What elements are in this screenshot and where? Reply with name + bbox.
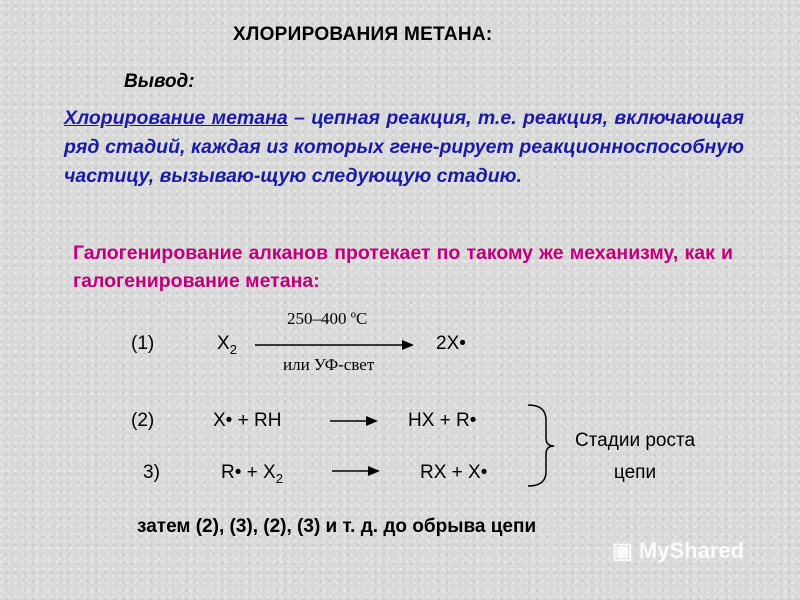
conclusion-text: – цепная реакция, т.е. реакция, включающая ряд стадий, каждая из которых гене-рирует реакционноспособную частицу, вызываю-щую следующую стадию. — [64, 107, 744, 187]
slide-title: ХЛОРИРОВАНИЯ МЕТАНА: — [233, 24, 493, 45]
conclusion-term: Хлорирование метана — [64, 107, 288, 129]
eq1-condition-top: 250–400 ºС — [287, 309, 368, 328]
eq1-reactant-sub: 2 — [229, 342, 237, 357]
eq2-number: (2) — [131, 410, 155, 431]
eq1-reactant-base: X — [217, 333, 230, 354]
presentation-icon: ▣ — [612, 538, 633, 563]
eq1-product: 2X• — [436, 333, 466, 354]
eq3-number: 3) — [143, 462, 160, 483]
eq3-right: RX + X• — [420, 462, 488, 483]
growth-brace — [528, 405, 554, 486]
growth-stages-label: Стадии роста цепи — [574, 430, 696, 483]
conclusion-label: Вывод: — [124, 71, 195, 92]
eq3-left-text: R• + X — [221, 462, 276, 483]
eq1-number: (1) — [131, 333, 155, 354]
eq2-right: HX + R• — [408, 410, 477, 431]
eq1-condition-bottom: или УФ-свет — [283, 355, 375, 374]
eq2-arrow — [330, 416, 378, 426]
halogenation-paragraph: Галогенирование алканов протекает по такому же механизму, как и галогенирование метана: — [73, 242, 733, 292]
eq3-arrow — [332, 466, 380, 476]
eq2-left: X• + RH — [213, 410, 282, 431]
watermark-text: MyShared — [638, 538, 745, 563]
eq3-left-sub: 2 — [275, 471, 283, 486]
eq1-arrow — [255, 340, 414, 350]
bottom-line: затем (2), (3), (2), (3) и т. д. до обрыва цепи — [137, 516, 537, 537]
watermark-logo — [612, 538, 744, 564]
